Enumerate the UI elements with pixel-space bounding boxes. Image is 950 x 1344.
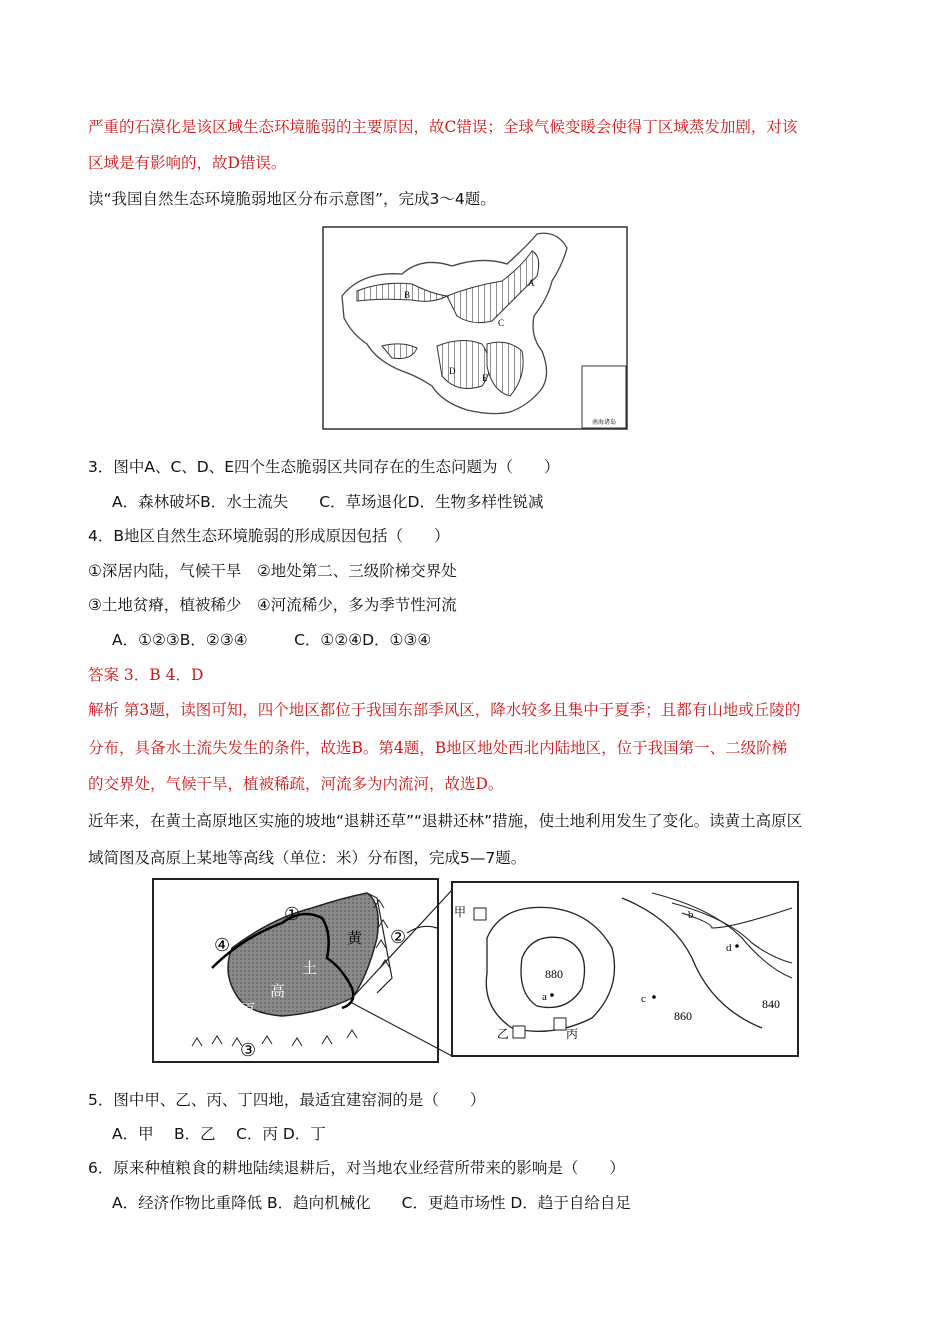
intro-questions-5-7-line-2: 域简图及高原上某地等高线（单位：米）分布图，完成5—7题。 — [88, 849, 527, 867]
intro-questions-3-4: 读“我国自然生态环境脆弱地区分布示意图”，完成3～4题。 — [88, 190, 496, 208]
prev-explanation-line-2: 区域是有影响的，故D错误。 — [88, 154, 287, 172]
site-jia-marker — [474, 908, 486, 920]
point-label-d: d — [726, 942, 732, 954]
circle-label-2: ② — [390, 927, 407, 947]
q3-stem: 3．图中A、C、D、E四个生态脆弱区共同存在的生态问题为（ ） — [88, 458, 560, 476]
map1-label-e: E — [482, 373, 488, 383]
circle-label-1: ① — [284, 904, 301, 924]
analysis-line-1: 解析 第3题，读图可知，四个地区都位于我国东部季风区，降水较多且集中于夏季；且都有山地或丘陵的 — [88, 701, 801, 719]
q4-options: A．①②③B．②③④ C．①②④D．①③④ — [112, 631, 432, 649]
intro-questions-5-7-line-1: 近年来，在黄土高原地区实施的坡地“退耕还草”“退耕还林”措施，使土地利用发生了变化。读黄土高原区 — [88, 812, 803, 830]
china-fragile-regions-map — [322, 226, 628, 430]
site-label-bing: 丙 — [566, 1027, 579, 1041]
loess-plateau-figure — [152, 878, 800, 1064]
site-yi-marker — [513, 1026, 525, 1038]
analysis-line-3: 的交界处，气候干旱，植被稀疏，河流多为内流河，故选D。 — [88, 775, 504, 793]
q4-items-1: ①深居内陆，气候干旱 ②地处第二、三级阶梯交界处 — [88, 562, 457, 580]
point-c-marker — [652, 995, 656, 999]
plateau-char-huang: 黄 — [347, 931, 363, 947]
analysis-line-2: 分布，具备水土流失发生的条件，故选B。第4题，B地区地处西北内陆地区，位于我国第一、二级阶梯 — [88, 739, 788, 757]
circle-label-3: ③ — [240, 1040, 257, 1060]
q6-stem: 6．原来种植粮食的耕地陆续退耕后，对当地农业经营所带来的影响是（ ） — [88, 1159, 625, 1177]
point-label-c: c — [641, 993, 646, 1005]
point-a-marker — [550, 993, 554, 997]
point-label-b: b — [688, 909, 694, 921]
contour-label-860: 860 — [674, 1009, 692, 1023]
q6-options: A．经济作物比重降低 B．趋向机械化 C．更趋市场性 D．趋于自给自足 — [112, 1194, 631, 1212]
q4-stem: 4．B地区自然生态环境脆弱的形成原因包括（ ） — [88, 527, 450, 545]
map1-label-d: D — [449, 366, 456, 376]
site-label-jia: 甲 — [454, 905, 467, 919]
answer-line: 答案 3．B 4．D — [88, 666, 204, 684]
map1-label-c: C — [498, 318, 505, 328]
q3-options: A．森林破坏B．水土流失 C．草场退化D．生物多样性锐减 — [112, 493, 544, 511]
inset-label: 南海诸岛 — [591, 420, 617, 426]
q5-stem: 5．图中甲、乙、丙、丁四地，最适宜建窑洞的是（ ） — [88, 1091, 486, 1109]
point-d-marker — [735, 944, 739, 948]
contour-label-880: 880 — [545, 967, 563, 981]
map1-label-a: A — [528, 278, 535, 288]
circle-label-4: ④ — [214, 935, 231, 955]
map1-label-b: B — [404, 290, 411, 300]
q4-items-2: ③土地贫瘠，植被稀少 ④河流稀少，多为季节性河流 — [88, 596, 457, 614]
site-bing-marker — [554, 1018, 566, 1030]
point-label-a: a — [542, 991, 547, 1003]
contour-label-840: 840 — [762, 997, 780, 1011]
q5-options: A．甲 B．乙 C．丙 D．丁 — [112, 1125, 326, 1143]
prev-explanation-line-1: 严重的石漠化是该区域生态环境脆弱的主要原因，故C错误；全球气候变暖会使得丁区域蒸发加剧，对该 — [88, 118, 798, 136]
plateau-char-tu: 土 — [302, 961, 318, 977]
site-label-yi: 乙 — [497, 1027, 510, 1041]
plateau-char-gao: 高 — [270, 984, 286, 1000]
plateau-char-yuan: 原 — [240, 1003, 256, 1019]
south-sea-inset — [582, 366, 626, 428]
